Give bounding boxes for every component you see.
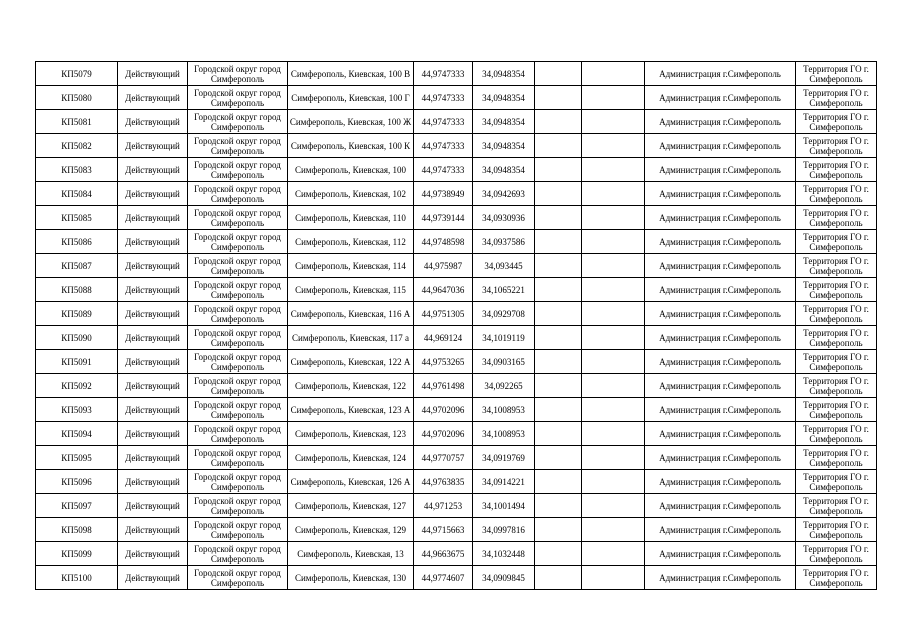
cell-empty-2: [582, 542, 645, 566]
cell-status: Действующий: [118, 182, 188, 206]
cell-empty-1: [535, 518, 582, 542]
cell-status: Действующий: [118, 230, 188, 254]
table-row: [36, 254, 877, 278]
cell-empty-2: [582, 86, 645, 110]
cell-territory: Территория ГО г. Симферополь: [796, 518, 877, 542]
cell-code: КП5093: [36, 398, 118, 422]
cell-district: Городской округ город Симферополь: [188, 422, 288, 446]
table-row: [36, 302, 877, 326]
cell-owner: Администрация г.Симферополь: [645, 470, 796, 494]
cell-code: КП5095: [36, 446, 118, 470]
cell-empty-1: [535, 278, 582, 302]
cell-empty-1: [535, 230, 582, 254]
cell-latitude: 44,9747333: [414, 110, 473, 134]
cell-longitude: 34,1001494: [473, 494, 535, 518]
cell-territory: Территория ГО г. Симферополь: [796, 278, 877, 302]
cell-longitude: 34,0948354: [473, 110, 535, 134]
cell-status: Действующий: [118, 470, 188, 494]
cell-owner: Администрация г.Симферополь: [645, 518, 796, 542]
cell-address: Симферополь, Киевская, 126 А: [288, 470, 414, 494]
cell-status: Действующий: [118, 326, 188, 350]
cell-territory: Территория ГО г. Симферополь: [796, 158, 877, 182]
table-row: [36, 326, 877, 350]
cell-territory: Территория ГО г. Симферополь: [796, 494, 877, 518]
cell-district: Городской округ город Симферополь: [188, 206, 288, 230]
cell-empty-2: [582, 302, 645, 326]
cell-territory: Территория ГО г. Симферополь: [796, 230, 877, 254]
cell-status: Действующий: [118, 278, 188, 302]
cell-address: Симферополь, Киевская, 122: [288, 374, 414, 398]
cell-owner: Администрация г.Симферополь: [645, 350, 796, 374]
cell-code: КП5083: [36, 158, 118, 182]
cell-code: КП5089: [36, 302, 118, 326]
cell-empty-1: [535, 206, 582, 230]
cell-district: Городской округ город Симферополь: [188, 470, 288, 494]
cell-district: Городской округ город Симферополь: [188, 62, 288, 86]
cell-empty-1: [535, 158, 582, 182]
cell-district: Городской округ город Симферополь: [188, 398, 288, 422]
cell-empty-2: [582, 254, 645, 278]
cell-district: Городской округ город Симферополь: [188, 182, 288, 206]
cell-empty-2: [582, 374, 645, 398]
cell-territory: Территория ГО г. Симферополь: [796, 206, 877, 230]
cell-longitude: 34,0948354: [473, 86, 535, 110]
cell-address: Симферополь, Киевская, 100 Г: [288, 86, 414, 110]
cell-owner: Администрация г.Симферополь: [645, 398, 796, 422]
cell-territory: Территория ГО г. Симферополь: [796, 398, 877, 422]
cell-address: Симферополь, Киевская, 13: [288, 542, 414, 566]
cell-latitude: 44,9647036: [414, 278, 473, 302]
cell-territory: Территория ГО г. Симферополь: [796, 110, 877, 134]
cell-address: Симферополь, Киевская, 117 а: [288, 326, 414, 350]
table-row: [36, 182, 877, 206]
cell-latitude: 44,9715663: [414, 518, 473, 542]
cell-address: Симферополь, Киевская, 122 А: [288, 350, 414, 374]
cell-status: Действующий: [118, 302, 188, 326]
table-row: [36, 398, 877, 422]
cell-empty-2: [582, 158, 645, 182]
cell-empty-2: [582, 566, 645, 590]
cell-empty-1: [535, 62, 582, 86]
cell-address: Симферополь, Киевская, 127: [288, 494, 414, 518]
cell-district: Городской округ город Симферополь: [188, 350, 288, 374]
cell-code: КП5085: [36, 206, 118, 230]
cell-latitude: 44,9774607: [414, 566, 473, 590]
cell-status: Действующий: [118, 494, 188, 518]
cell-address: Симферополь, Киевская, 102: [288, 182, 414, 206]
cell-address: Симферополь, Киевская, 100: [288, 158, 414, 182]
cell-owner: Администрация г.Симферополь: [645, 158, 796, 182]
cell-owner: Администрация г.Симферополь: [645, 206, 796, 230]
cell-code: КП5100: [36, 566, 118, 590]
cell-longitude: 34,1032448: [473, 542, 535, 566]
cell-owner: Администрация г.Симферополь: [645, 110, 796, 134]
cell-code: КП5099: [36, 542, 118, 566]
cell-code: КП5088: [36, 278, 118, 302]
cell-empty-1: [535, 110, 582, 134]
cell-status: Действующий: [118, 62, 188, 86]
cell-owner: Администрация г.Симферополь: [645, 182, 796, 206]
cell-status: Действующий: [118, 542, 188, 566]
cell-territory: Территория ГО г. Симферополь: [796, 254, 877, 278]
cell-empty-2: [582, 110, 645, 134]
cell-district: Городской округ город Симферополь: [188, 86, 288, 110]
cell-address: Симферополь, Киевская, 110: [288, 206, 414, 230]
cell-longitude: 34,0909845: [473, 566, 535, 590]
cell-code: КП5096: [36, 470, 118, 494]
cell-owner: Администрация г.Симферополь: [645, 374, 796, 398]
cell-empty-2: [582, 206, 645, 230]
cell-longitude: 34,0997816: [473, 518, 535, 542]
cell-latitude: 44,9751305: [414, 302, 473, 326]
cell-owner: Администрация г.Симферополь: [645, 494, 796, 518]
cell-district: Городской округ город Симферополь: [188, 110, 288, 134]
cell-owner: Администрация г.Симферополь: [645, 566, 796, 590]
cell-code: КП5086: [36, 230, 118, 254]
cell-district: Городской округ город Симферополь: [188, 494, 288, 518]
cell-owner: Администрация г.Симферополь: [645, 278, 796, 302]
cell-empty-2: [582, 62, 645, 86]
cell-longitude: 34,0914221: [473, 470, 535, 494]
cell-status: Действующий: [118, 206, 188, 230]
cell-status: Действующий: [118, 422, 188, 446]
cell-latitude: 44,9747333: [414, 134, 473, 158]
cell-status: Действующий: [118, 110, 188, 134]
cell-status: Действующий: [118, 566, 188, 590]
cell-latitude: 44,9702096: [414, 422, 473, 446]
cell-empty-1: [535, 302, 582, 326]
cell-owner: Администрация г.Симферополь: [645, 62, 796, 86]
cell-territory: Территория ГО г. Симферополь: [796, 182, 877, 206]
cell-address: Симферополь, Киевская, 115: [288, 278, 414, 302]
cell-longitude: 34,0929708: [473, 302, 535, 326]
cell-status: Действующий: [118, 158, 188, 182]
cell-longitude: 34,092265: [473, 374, 535, 398]
cell-district: Городской округ город Симферополь: [188, 518, 288, 542]
cell-empty-1: [535, 350, 582, 374]
table-row: [36, 494, 877, 518]
cell-territory: Территория ГО г. Симферополь: [796, 542, 877, 566]
cell-longitude: 34,0903165: [473, 350, 535, 374]
cell-latitude: 44,9747333: [414, 86, 473, 110]
cell-territory: Территория ГО г. Симферополь: [796, 374, 877, 398]
cell-latitude: 44,9747333: [414, 62, 473, 86]
cell-empty-1: [535, 374, 582, 398]
cell-empty-1: [535, 254, 582, 278]
cell-district: Городской округ город Симферополь: [188, 134, 288, 158]
cell-empty-2: [582, 230, 645, 254]
cell-owner: Администрация г.Симферополь: [645, 422, 796, 446]
cell-territory: Территория ГО г. Симферополь: [796, 134, 877, 158]
cell-latitude: 44,9702096: [414, 398, 473, 422]
cell-empty-2: [582, 326, 645, 350]
cell-empty-2: [582, 422, 645, 446]
cell-longitude: 34,0937586: [473, 230, 535, 254]
cell-district: Городской округ город Симферополь: [188, 542, 288, 566]
cell-district: Городской округ город Симферополь: [188, 302, 288, 326]
table-row: [36, 470, 877, 494]
table-row: [36, 206, 877, 230]
cell-address: Симферополь, Киевская, 123 А: [288, 398, 414, 422]
table-row: [36, 134, 877, 158]
cell-status: Действующий: [118, 374, 188, 398]
cell-latitude: 44,9663675: [414, 542, 473, 566]
cell-address: Симферополь, Киевская, 100 К: [288, 134, 414, 158]
cell-empty-2: [582, 278, 645, 302]
table-row: [36, 86, 877, 110]
cell-owner: Администрация г.Симферополь: [645, 254, 796, 278]
cell-empty-1: [535, 446, 582, 470]
cell-district: Городской округ город Симферополь: [188, 374, 288, 398]
cell-status: Действующий: [118, 446, 188, 470]
cell-code: КП5090: [36, 326, 118, 350]
cell-code: КП5084: [36, 182, 118, 206]
table-row: [36, 446, 877, 470]
cell-empty-1: [535, 86, 582, 110]
cell-empty-1: [535, 398, 582, 422]
cell-latitude: 44,9739144: [414, 206, 473, 230]
cell-territory: Территория ГО г. Симферополь: [796, 470, 877, 494]
table-row: [36, 422, 877, 446]
registry-table-body: [36, 62, 877, 590]
cell-territory: Территория ГО г. Симферополь: [796, 326, 877, 350]
cell-district: Городской округ город Симферополь: [188, 254, 288, 278]
cell-empty-1: [535, 494, 582, 518]
cell-address: Симферополь, Киевская, 124: [288, 446, 414, 470]
cell-owner: Администрация г.Симферополь: [645, 134, 796, 158]
cell-empty-2: [582, 398, 645, 422]
cell-address: Симферополь, Киевская, 130: [288, 566, 414, 590]
cell-owner: Администрация г.Симферополь: [645, 446, 796, 470]
cell-empty-1: [535, 326, 582, 350]
cell-address: Симферополь, Киевская, 129: [288, 518, 414, 542]
table-row: [36, 374, 877, 398]
cell-longitude: 34,0942693: [473, 182, 535, 206]
cell-code: КП5091: [36, 350, 118, 374]
cell-owner: Администрация г.Симферополь: [645, 86, 796, 110]
cell-address: Симферополь, Киевская, 100 В: [288, 62, 414, 86]
cell-latitude: 44,975987: [414, 254, 473, 278]
cell-latitude: 44,9761498: [414, 374, 473, 398]
cell-longitude: 34,093445: [473, 254, 535, 278]
cell-code: КП5097: [36, 494, 118, 518]
cell-latitude: 44,9738949: [414, 182, 473, 206]
cell-longitude: 34,0948354: [473, 158, 535, 182]
cell-longitude: 34,0919769: [473, 446, 535, 470]
table-row: [36, 350, 877, 374]
cell-longitude: 34,1019119: [473, 326, 535, 350]
table-row: [36, 518, 877, 542]
cell-latitude: 44,9753265: [414, 350, 473, 374]
cell-latitude: 44,9770757: [414, 446, 473, 470]
cell-longitude: 34,1065221: [473, 278, 535, 302]
cell-latitude: 44,9748598: [414, 230, 473, 254]
cell-longitude: 34,0948354: [473, 62, 535, 86]
cell-address: Симферополь, Киевская, 123: [288, 422, 414, 446]
table-row: [36, 62, 877, 86]
cell-latitude: 44,971253: [414, 494, 473, 518]
cell-status: Действующий: [118, 134, 188, 158]
cell-address: Симферополь, Киевская, 116 А: [288, 302, 414, 326]
cell-code: КП5079: [36, 62, 118, 86]
cell-longitude: 34,0948354: [473, 134, 535, 158]
cell-status: Действующий: [118, 350, 188, 374]
cell-empty-2: [582, 182, 645, 206]
table-row: [36, 542, 877, 566]
registry-table: [35, 61, 877, 590]
cell-address: Симферополь, Киевская, 100 Ж: [288, 110, 414, 134]
cell-status: Действующий: [118, 518, 188, 542]
cell-status: Действующий: [118, 398, 188, 422]
cell-empty-1: [535, 470, 582, 494]
cell-owner: Администрация г.Симферополь: [645, 230, 796, 254]
cell-empty-2: [582, 446, 645, 470]
cell-empty-2: [582, 350, 645, 374]
cell-empty-1: [535, 542, 582, 566]
cell-owner: Администрация г.Симферополь: [645, 302, 796, 326]
cell-territory: Территория ГО г. Симферополь: [796, 350, 877, 374]
cell-territory: Территория ГО г. Симферополь: [796, 566, 877, 590]
cell-empty-2: [582, 494, 645, 518]
cell-empty-2: [582, 518, 645, 542]
cell-territory: Территория ГО г. Симферополь: [796, 62, 877, 86]
cell-district: Городской округ город Симферополь: [188, 326, 288, 350]
cell-empty-2: [582, 134, 645, 158]
cell-empty-2: [582, 470, 645, 494]
table-row: [36, 110, 877, 134]
cell-empty-1: [535, 182, 582, 206]
cell-district: Городской округ город Симферополь: [188, 566, 288, 590]
cell-code: КП5082: [36, 134, 118, 158]
cell-address: Симферополь, Киевская, 114: [288, 254, 414, 278]
cell-code: КП5087: [36, 254, 118, 278]
cell-longitude: 34,0930936: [473, 206, 535, 230]
cell-empty-1: [535, 422, 582, 446]
cell-longitude: 34,1008953: [473, 422, 535, 446]
cell-latitude: 44,969124: [414, 326, 473, 350]
cell-territory: Территория ГО г. Симферополь: [796, 446, 877, 470]
table-row: [36, 230, 877, 254]
cell-empty-1: [535, 566, 582, 590]
cell-code: КП5094: [36, 422, 118, 446]
cell-territory: Территория ГО г. Симферополь: [796, 86, 877, 110]
cell-empty-1: [535, 134, 582, 158]
cell-latitude: 44,9747333: [414, 158, 473, 182]
cell-status: Действующий: [118, 86, 188, 110]
cell-code: КП5092: [36, 374, 118, 398]
cell-longitude: 34,1008953: [473, 398, 535, 422]
table-row: [36, 566, 877, 590]
cell-latitude: 44,9763835: [414, 470, 473, 494]
cell-territory: Территория ГО г. Симферополь: [796, 422, 877, 446]
cell-district: Городской округ город Симферополь: [188, 446, 288, 470]
cell-owner: Администрация г.Симферополь: [645, 542, 796, 566]
cell-district: Городской округ город Симферополь: [188, 278, 288, 302]
table-row: [36, 158, 877, 182]
cell-district: Городской округ город Симферополь: [188, 230, 288, 254]
cell-code: КП5080: [36, 86, 118, 110]
cell-status: Действующий: [118, 254, 188, 278]
table-row: [36, 278, 877, 302]
cell-territory: Территория ГО г. Симферополь: [796, 302, 877, 326]
cell-district: Городской округ город Симферополь: [188, 158, 288, 182]
cell-code: КП5081: [36, 110, 118, 134]
cell-address: Симферополь, Киевская, 112: [288, 230, 414, 254]
cell-owner: Администрация г.Симферополь: [645, 326, 796, 350]
cell-code: КП5098: [36, 518, 118, 542]
